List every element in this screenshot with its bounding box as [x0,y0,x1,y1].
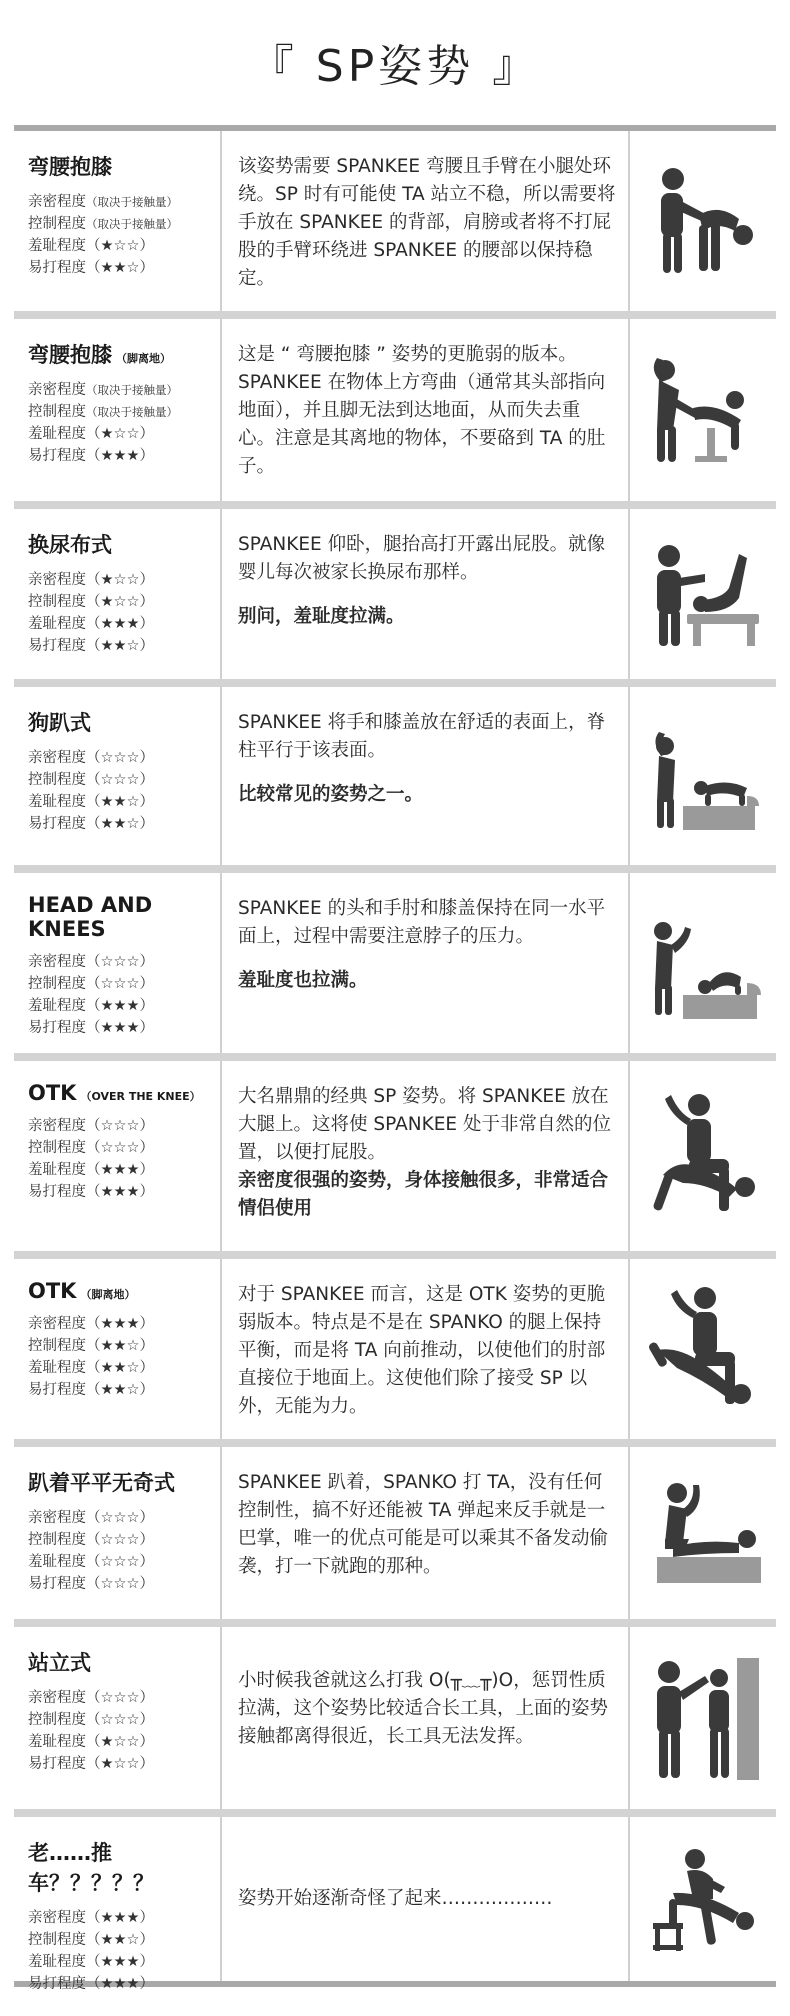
position-name: 弯腰抱膝 [28,155,112,179]
position-row [14,1061,776,1259]
position-info [14,1061,222,1251]
position-info [14,1259,222,1439]
rating-line: 亲密程度（☆☆☆） [28,1510,154,1526]
position-illustration [630,687,776,865]
standing-icon [643,1648,763,1788]
position-name: 狗趴式 [28,711,91,735]
rating-line: 亲密程度（★☆☆） [28,572,154,588]
rating-line: 控制程度（★★☆） [28,1338,154,1354]
rating-line: 亲密程度（☆☆☆） [28,750,154,766]
position-description: SPANKEE 的头和手肘和膝盖保持在同一水平面上，过程中需要注意脖子的压力。 羞耻度也拉满。 [222,873,630,1053]
rating-line: 控制程度（☆☆☆） [28,1532,154,1548]
description-highlight: 比较常见的姿势之一。 [238,784,424,805]
position-info [14,1447,222,1619]
rating-line: 控制程度（☆☆☆） [28,1140,154,1156]
otk-feet-off-icon [643,1284,763,1414]
position-illustration [630,509,776,679]
position-name: OTK （OVER THE KNEE） [28,1081,201,1105]
rating-line: 亲密程度（取决于接触量） [28,194,178,210]
position-row [14,1447,776,1627]
position-row [14,131,776,319]
rating-line: 羞耻程度（☆☆☆） [28,1554,154,1570]
position-illustration [630,1259,776,1439]
rating-line: 易打程度（★★☆） [28,260,154,276]
position-name: 换尿布式 [28,533,112,557]
rating-line: 易打程度（★★☆） [28,1382,154,1398]
position-row [14,873,776,1061]
position-info [14,319,222,501]
position-name: 站立式 [28,1651,91,1675]
description-highlight: 别问，羞耻度拉满。 [238,606,405,627]
position-row [14,687,776,873]
rating-line: 羞耻程度（★☆☆） [28,238,154,254]
rating-line: 易打程度（☆☆☆） [28,1576,154,1592]
position-description: 对于 SPANKEE 而言，这是 OTK 姿势的更脆弱版本。特点是不是在 SPANKO 的腿上保持平衡，而是将 TA 向前推动，以使他们的肘部直接位于地面上。这使他们除了接受 SP 以外，无能为力。 [222,1259,630,1439]
rating-line: 羞耻程度（★★☆） [28,794,154,810]
page-title: 『 SP姿势 』 [249,41,541,92]
rating-line: 控制程度（取决于接触量） [28,404,178,420]
position-description: 姿势开始逐渐奇怪了起来……………… [222,1817,630,1981]
rating-line: 易打程度（★★☆） [28,816,154,832]
position-name: 老……推车？？？？？ [28,1841,154,1895]
rating-line: 控制程度（☆☆☆） [28,1712,154,1728]
rating-line: 羞耻程度（★☆☆） [28,426,154,442]
position-name: 趴着平平无奇式 [28,1471,175,1495]
position-illustration [630,1447,776,1619]
position-illustration [630,319,776,501]
position-row [14,319,776,509]
position-illustration [630,873,776,1053]
hands-knees-icon [643,716,763,836]
position-description: 大名鼎鼎的经典 SP 姿势。将 SPANKEE 放在大腿上。这将使 SPANKEE 处于非常自然的位置，以便打屁股。 亲密度很强的姿势，身体接触很多，非常适合情侣使用 [222,1061,630,1251]
position-info [14,1627,222,1809]
position-description: 小时候我爸就这么打我 O(╥﹏╥)O，惩罚性质拉满，这个姿势比较适合长工具，上面的姿势接触都离得很近，长工具无法发挥。 [222,1627,630,1809]
rating-line: 羞耻程度（★★★） [28,998,154,1014]
position-row [14,1627,776,1817]
rating-line: 羞耻程度（★☆☆） [28,1734,154,1750]
rating-line: 亲密程度（☆☆☆） [28,954,154,970]
rating-line: 易打程度（★☆☆） [28,1756,154,1772]
position-illustration [630,1061,776,1251]
description-highlight: 亲密度很强的姿势，身体接触很多，非常适合情侣使用 [238,1170,609,1219]
rating-line: 羞耻程度（★★☆） [28,1360,154,1376]
rating-line: 易打程度（★★☆） [28,638,154,654]
position-illustration [630,1627,776,1809]
rating-line: 控制程度（取决于接触量） [28,216,178,232]
rating-line: 控制程度（☆☆☆） [28,976,154,992]
position-name: HEAD AND KNEES [28,893,153,941]
position-description: SPANKEE 趴着，SPANKO 打 TA，没有任何控制性，搞不好还能被 TA 弹起来反手就是一巴掌，唯一的优点可能是可以乘其不备发动偷袭，打一下就跑的那种。 [222,1447,630,1619]
over-object-icon [643,350,763,470]
rating-line: 亲密程度（取决于接触量） [28,382,178,398]
position-illustration [630,1817,776,1981]
rating-line: 易打程度（★★★） [28,1184,154,1200]
rating-line: 控制程度（★☆☆） [28,594,154,610]
position-description: 这是 “ 弯腰抱膝 ” 姿势的更脆弱的版本。SPANKEE 在物体上方弯曲（通常其头部指向地面），并且脚无法到达地面，从而失去重心。注意是其离地的物体，不要硌到 TA 的肚子。 [222,319,630,501]
rating-line: 控制程度（★★☆） [28,1932,154,1948]
bent-over-icon [643,161,763,281]
otk-icon [643,1091,763,1221]
rating-line: 亲密程度（★★★） [28,1316,154,1332]
diaper-icon [643,534,763,654]
position-info [14,873,222,1053]
position-illustration [630,131,776,311]
lying-flat-icon [643,1473,763,1593]
rating-line: 亲密程度（★★★） [28,1910,154,1926]
position-info [14,509,222,679]
rating-line: 控制程度（☆☆☆） [28,772,154,788]
position-info [14,687,222,865]
description-highlight: 羞耻度也拉满。 [238,970,368,991]
position-description: SPANKEE 仰卧，腿抬高打开露出屁股。就像婴儿每次被家长换尿布那样。 别问，羞耻度拉满。 [222,509,630,679]
position-info [14,1817,222,1992]
rating-line: 易打程度（★★★） [28,448,154,464]
positions-table [14,125,776,1992]
rating-line: 易打程度（★★★） [28,1976,154,1992]
position-info [14,131,222,311]
position-description: SPANKEE 将手和膝盖放在舒适的表面上，脊柱平行于该表面。 比较常见的姿势之一。 [222,687,630,865]
position-description: 该姿势需要 SPANKEE 弯腰且手臂在小腿处环绕。SP 时有可能使 TA 站立不稳，所以需要将手放在 SPANKEE 的背部，肩膀或者将不打屁股的手臂环绕进 SPANKEE 的腰部以保持稳定。 [222,131,630,311]
rating-line: 亲密程度（☆☆☆） [28,1690,154,1706]
rating-line: 羞耻程度（★★★） [28,1954,154,1970]
position-row [14,1817,776,1992]
rating-line: 羞耻程度（★★★） [28,1162,154,1178]
position-name: OTK （脚离地） [28,1279,136,1303]
rating-line: 易打程度（★★★） [28,1020,154,1036]
rating-line: 亲密程度（☆☆☆） [28,1118,154,1134]
rating-line: 羞耻程度（★★★） [28,616,154,632]
head-knees-icon [643,903,763,1023]
position-row [14,509,776,687]
cart-icon [643,1839,763,1959]
position-name: 弯腰抱膝 （脚离地） [28,343,171,367]
position-row [14,1259,776,1447]
